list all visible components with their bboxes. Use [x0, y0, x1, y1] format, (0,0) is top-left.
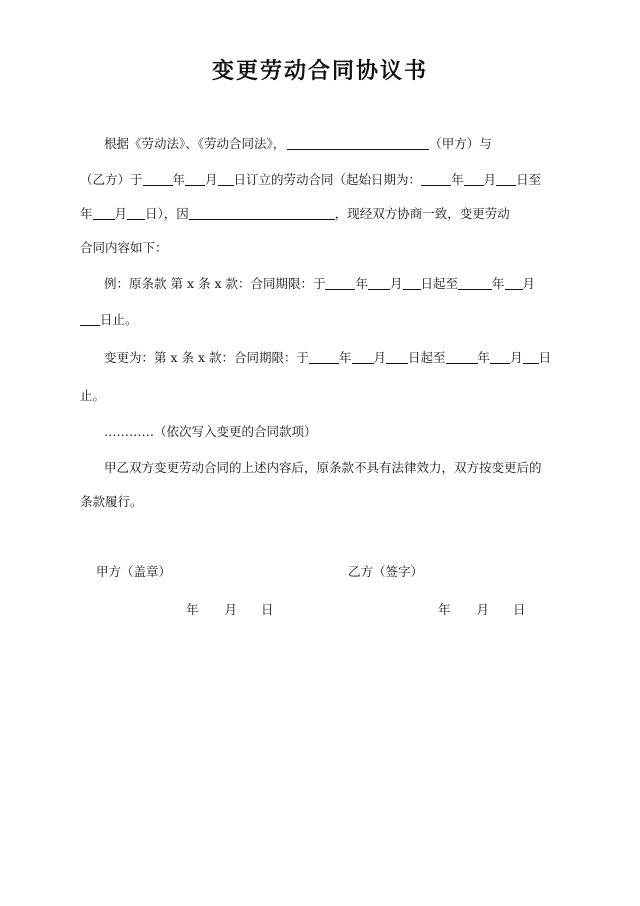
party-b-signature-label: 乙方（签字） — [348, 564, 424, 579]
text: 日），因 — [145, 206, 189, 221]
blank-start-month[interactable] — [464, 173, 484, 186]
paragraph-line-4: 合同内容如下： — [80, 240, 168, 255]
blank-year[interactable] — [325, 277, 355, 290]
text: 年 — [477, 350, 491, 365]
date-day: 日 — [513, 602, 526, 617]
example-line-2 — [80, 312, 138, 328]
text: 月 — [483, 172, 497, 187]
text: 月 — [510, 350, 523, 365]
text: 月 — [205, 172, 218, 187]
blank-end-month[interactable] — [93, 207, 115, 220]
text: 月 — [114, 206, 128, 221]
blank-day[interactable] — [403, 277, 421, 290]
document-title: 变更劳动合同协议书 — [211, 59, 428, 84]
date-year: 年 — [438, 602, 451, 617]
text: （甲方）与 — [429, 136, 492, 151]
text: 日 — [538, 350, 552, 365]
blank-month[interactable] — [352, 351, 374, 364]
blank-start-year[interactable] — [421, 173, 451, 186]
blank-end-day[interactable] — [127, 207, 145, 220]
text: 月 — [522, 276, 536, 291]
blank-reason[interactable] — [189, 207, 335, 220]
blank-end-year[interactable] — [446, 351, 478, 364]
date-month: 月 — [476, 602, 490, 617]
text: 例：原条款 第 x 条 x 款：合同期限：于 — [104, 276, 326, 291]
paragraph-line-1 — [104, 136, 492, 152]
text: 日止。 — [100, 312, 138, 327]
text: 年 — [80, 206, 93, 221]
party-a-date — [186, 600, 274, 618]
date-year: 年 — [186, 602, 199, 617]
blank-year[interactable] — [143, 173, 173, 186]
dots-line: …………（依次写入变更的合同款项） — [104, 424, 317, 439]
blank-end-year[interactable] — [458, 277, 492, 290]
text: 年 — [172, 172, 186, 187]
text: 月 — [389, 276, 403, 291]
blank-end-day[interactable] — [523, 351, 539, 364]
blank-party-a[interactable] — [287, 137, 429, 150]
text: （乙方）于 — [80, 172, 143, 187]
date-day: 日 — [261, 602, 274, 617]
text: 变更为：第 x 条 x 款：合同期限：于 — [104, 350, 309, 365]
paragraph-line-2 — [80, 172, 541, 188]
party-a-seal-label: 甲方（盖章） — [96, 564, 172, 579]
blank-end-month[interactable] — [505, 277, 523, 290]
text: 日至 — [516, 172, 542, 187]
blank-month[interactable] — [185, 173, 205, 186]
conclusion-line-1: 甲乙双方变更劳动合同的上述内容后，原条款不具有法律效力，双方按变更后的 — [104, 460, 542, 475]
blank-end-month[interactable] — [490, 351, 510, 364]
blank-month[interactable] — [368, 277, 390, 290]
text: 日起至 — [408, 350, 446, 365]
text: 年 — [451, 172, 464, 187]
text: 根据《劳动法》、《劳动合同法》， — [104, 136, 286, 151]
date-month: 月 — [224, 602, 238, 617]
text: ，现经双方协商一致，变更劳动 — [334, 206, 510, 221]
text: 年 — [492, 276, 505, 291]
text: 日订立的劳动合同（起始日期为： — [233, 172, 422, 187]
text: 月 — [373, 350, 387, 365]
blank-day[interactable] — [218, 173, 234, 186]
blank-start-day[interactable] — [496, 173, 516, 186]
conclusion-line-2: 条款履行。 — [80, 494, 143, 509]
text: 年 — [339, 350, 352, 365]
party-b-date — [438, 600, 526, 618]
example-line-1 — [104, 276, 535, 292]
change-line-2: 止。 — [80, 388, 106, 403]
blank-day[interactable] — [386, 351, 408, 364]
text: 年 — [355, 276, 368, 291]
text: 日起至 — [420, 276, 459, 291]
blank-end-day[interactable] — [80, 313, 100, 326]
change-line-1 — [104, 350, 551, 366]
paragraph-line-3 — [80, 206, 510, 222]
blank-year[interactable] — [309, 351, 339, 364]
